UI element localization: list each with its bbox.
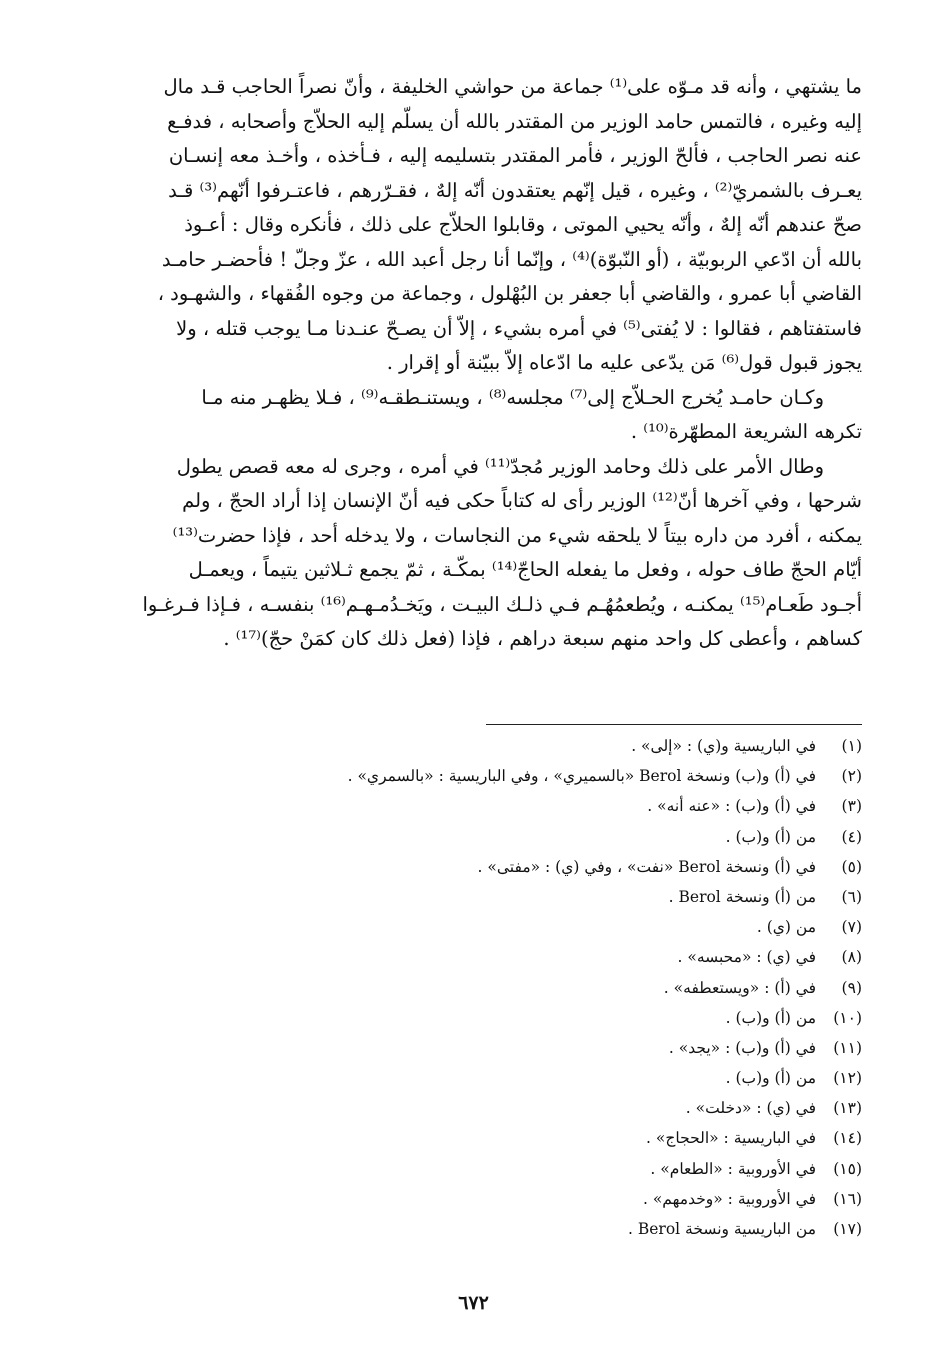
footnote-number: (٣) — [841, 797, 862, 816]
footnote-text: في (ي) : «دخلت» . — [685, 1099, 816, 1118]
footnote-number: (١٤) — [833, 1129, 862, 1148]
footnote-text: في الباريسية : «الحجاج» . — [646, 1129, 816, 1148]
footnote-text: في الباريسية و(ي) : «إلى» . — [631, 737, 816, 755]
text-line: شرحها ، وفي آخرها أنّ⁽¹²⁾ الوزير رأى له كتاباً حكى فيه أنّ الإنسان إذا أراد الحجّ ، ولم — [182, 489, 862, 512]
footnote — [50, 912, 862, 942]
text-line: ما يشتهي ، وأنه قد مـوّه على⁽¹⁾ جماعة من حواشي الخليفة ، وأنّ نصراً الحاجب قـد مال — [163, 75, 862, 98]
footnote — [50, 1154, 862, 1184]
text-line: القاضي أبا عمرو ، والقاضي أبا جعفر بن البُهْلول ، وجماعة من وجوه الفُقهاء ، والشهـود ، — [157, 282, 862, 305]
footnote-number: (١٣) — [833, 1099, 862, 1118]
text-line: عنه نصر الحاجب ، فألحّ الوزير ، فأمر المقتدر بتسليمه إليه ، فـأخذه ، وأخـذ معه إنسـان — [168, 144, 862, 167]
footnote — [50, 1093, 862, 1123]
text-line: وطال الأمر على ذلك وحامد الوزير مُجدّ⁽¹¹⁾ في أمره ، وجرى له معه قصص يطول — [176, 454, 824, 478]
footnote — [50, 1214, 862, 1244]
text-line: صحّ عندهم أنّه إلهٌ ، وأنّه يحيي الموتى ، وقابلوا الحلاّج على ذلك ، فأنكره وقال : أعـوذ — [184, 213, 862, 236]
footnote-text: في (أ) ونسخة Berol «نفت» ، وفي (ي) : «مفتى» . — [477, 857, 816, 876]
footnotes — [50, 731, 862, 1244]
footnote-number: (١) — [841, 737, 862, 755]
footnote-number: (١١) — [833, 1038, 862, 1057]
footnote — [50, 791, 862, 821]
footnote-text: في (أ) و(ب) : «يجد» . — [668, 1038, 816, 1057]
text-line: أيّام الحجّ طاف حوله ، وفعل ما يفعله الحاجّ⁽¹⁴⁾ بمكّـة ، ثمّ يجمع ثـلاثين يتيماً ، ويعمـل — [188, 558, 862, 581]
footnote-number: (٦) — [841, 887, 862, 906]
footnote — [50, 1003, 862, 1033]
footnote-text: في (أ) و(ب) ونسخة Berol «بالسميري» ، وفي الباريسية : «بالسمري» . — [347, 767, 816, 786]
footnote-number: (٤) — [841, 827, 862, 846]
footnote-number: (١٢) — [833, 1069, 862, 1088]
footnote-number: (١٦) — [833, 1189, 862, 1208]
footnote-text: من (أ) و(ب) . — [725, 827, 816, 846]
page-number: ٦٧٢ — [458, 1292, 489, 1314]
footnote-text: في (ي) : «محبسه» . — [677, 948, 816, 967]
footnote — [50, 882, 862, 912]
footnote — [50, 1063, 862, 1093]
footnote-number: (٢) — [841, 767, 862, 786]
footnote-text: من (أ) و(ب) . — [725, 1008, 816, 1027]
footnote-text: من (أ) ونسخة Berol . — [668, 887, 816, 906]
text-line: إليه وغيره ، فالتمس حامد الوزير من المقتدر بالله أن يسلّم إليه الحلاّج وأصحابه ، فدفـع — [167, 109, 862, 133]
footnote — [50, 1184, 862, 1214]
text-line: فاستفتاهم ، فقالوا : لا يُفتى⁽⁵⁾ في أمره بشيء ، إلاّ أن يصـحّ عنـدنا مـا يوجب قتله ، ولا — [176, 316, 862, 340]
text-line: تكرهه الشريعة المطهّرة⁽¹⁰⁾ . — [630, 420, 862, 443]
footnote-number: (٧) — [841, 918, 862, 937]
footnote — [50, 852, 862, 882]
footnote-number: (١٠) — [833, 1008, 862, 1027]
footnote — [50, 1123, 862, 1153]
footnote-text: في الأوروبية : «الطعام» . — [650, 1159, 816, 1178]
main-text — [50, 70, 862, 657]
footnote-text: في (أ) و(ب) : «عنه أنه» . — [647, 797, 816, 816]
text-line: يجوز قبول قول⁽⁶⁾ مَن يدّعى عليه ما ادّعاه إلاّ ببيّنة أو إقرار . — [386, 351, 862, 374]
footnote — [50, 973, 862, 1003]
footnote-number: (٥) — [841, 857, 862, 876]
footnote — [50, 761, 862, 791]
footnote-number: (٩) — [841, 978, 862, 997]
footnote-text: في (أ) : «ويستعطفه» . — [663, 978, 816, 997]
footnote — [50, 1033, 862, 1063]
footnote-text: من (ي) . — [756, 918, 816, 937]
footnote-text: في الأوروبية : «وخدمهم» . — [642, 1189, 816, 1208]
footnote — [50, 942, 862, 972]
footnote-text: من الباريسية ونسخة Berol . — [628, 1220, 816, 1238]
text-line: أجـود طَعـام⁽¹⁵⁾ يمكنـه ، ويُطعمُهُـم فـي ذلـك البيـت ، ويَخـدُمـهـم⁽¹⁶⁾ بنفسـه ، فـإذا فـرغـوا — [142, 592, 862, 616]
footnote-number: (٨) — [841, 948, 862, 967]
footnote-number: (١٥) — [833, 1159, 862, 1178]
text-line: كساهم ، وأعطى كل واحد منهم سبعة دراهم ، فإذا (فعل ذلك كان كمَنْ حجّ)⁽¹⁷⁾ . — [223, 627, 862, 650]
text-line: وكـان حامـد يُخرج الحـلاّج إلى⁽⁷⁾ مجلسه⁽⁸⁾ ، ويستنـطقـه⁽⁹⁾ ، فـلا يظهـر منه مـا — [201, 385, 824, 409]
footnote-separator — [486, 724, 862, 725]
text-line: يمكنه ، أفرد من داره بيتاً لا يلحقه شيء من النجاسات ، ولا يدخله أحد ، فإذا حضرت⁽¹³⁾ — [172, 523, 862, 547]
text-line: يعـرف بالشمريّ⁽²⁾ ، وغيره ، قيل إنّهم يعتقدون أنّه إلهٌ ، فقـرّرهم ، فاعتـرفوا أنّهم⁽³⁾ قـد — [168, 178, 862, 202]
footnote — [50, 822, 862, 852]
footnote-text: من (أ) و(ب) . — [725, 1069, 816, 1088]
text-line: بالله أن ادّعي الربوبيّة ، (أو النّبوّة)⁽⁴⁾ ، وإنّما أنا رجل أعبد الله ، عزّ وجلّ ! فأحضـر حامـد — [161, 247, 862, 271]
footnote — [50, 731, 862, 761]
footnote-number: (١٧) — [833, 1220, 862, 1238]
